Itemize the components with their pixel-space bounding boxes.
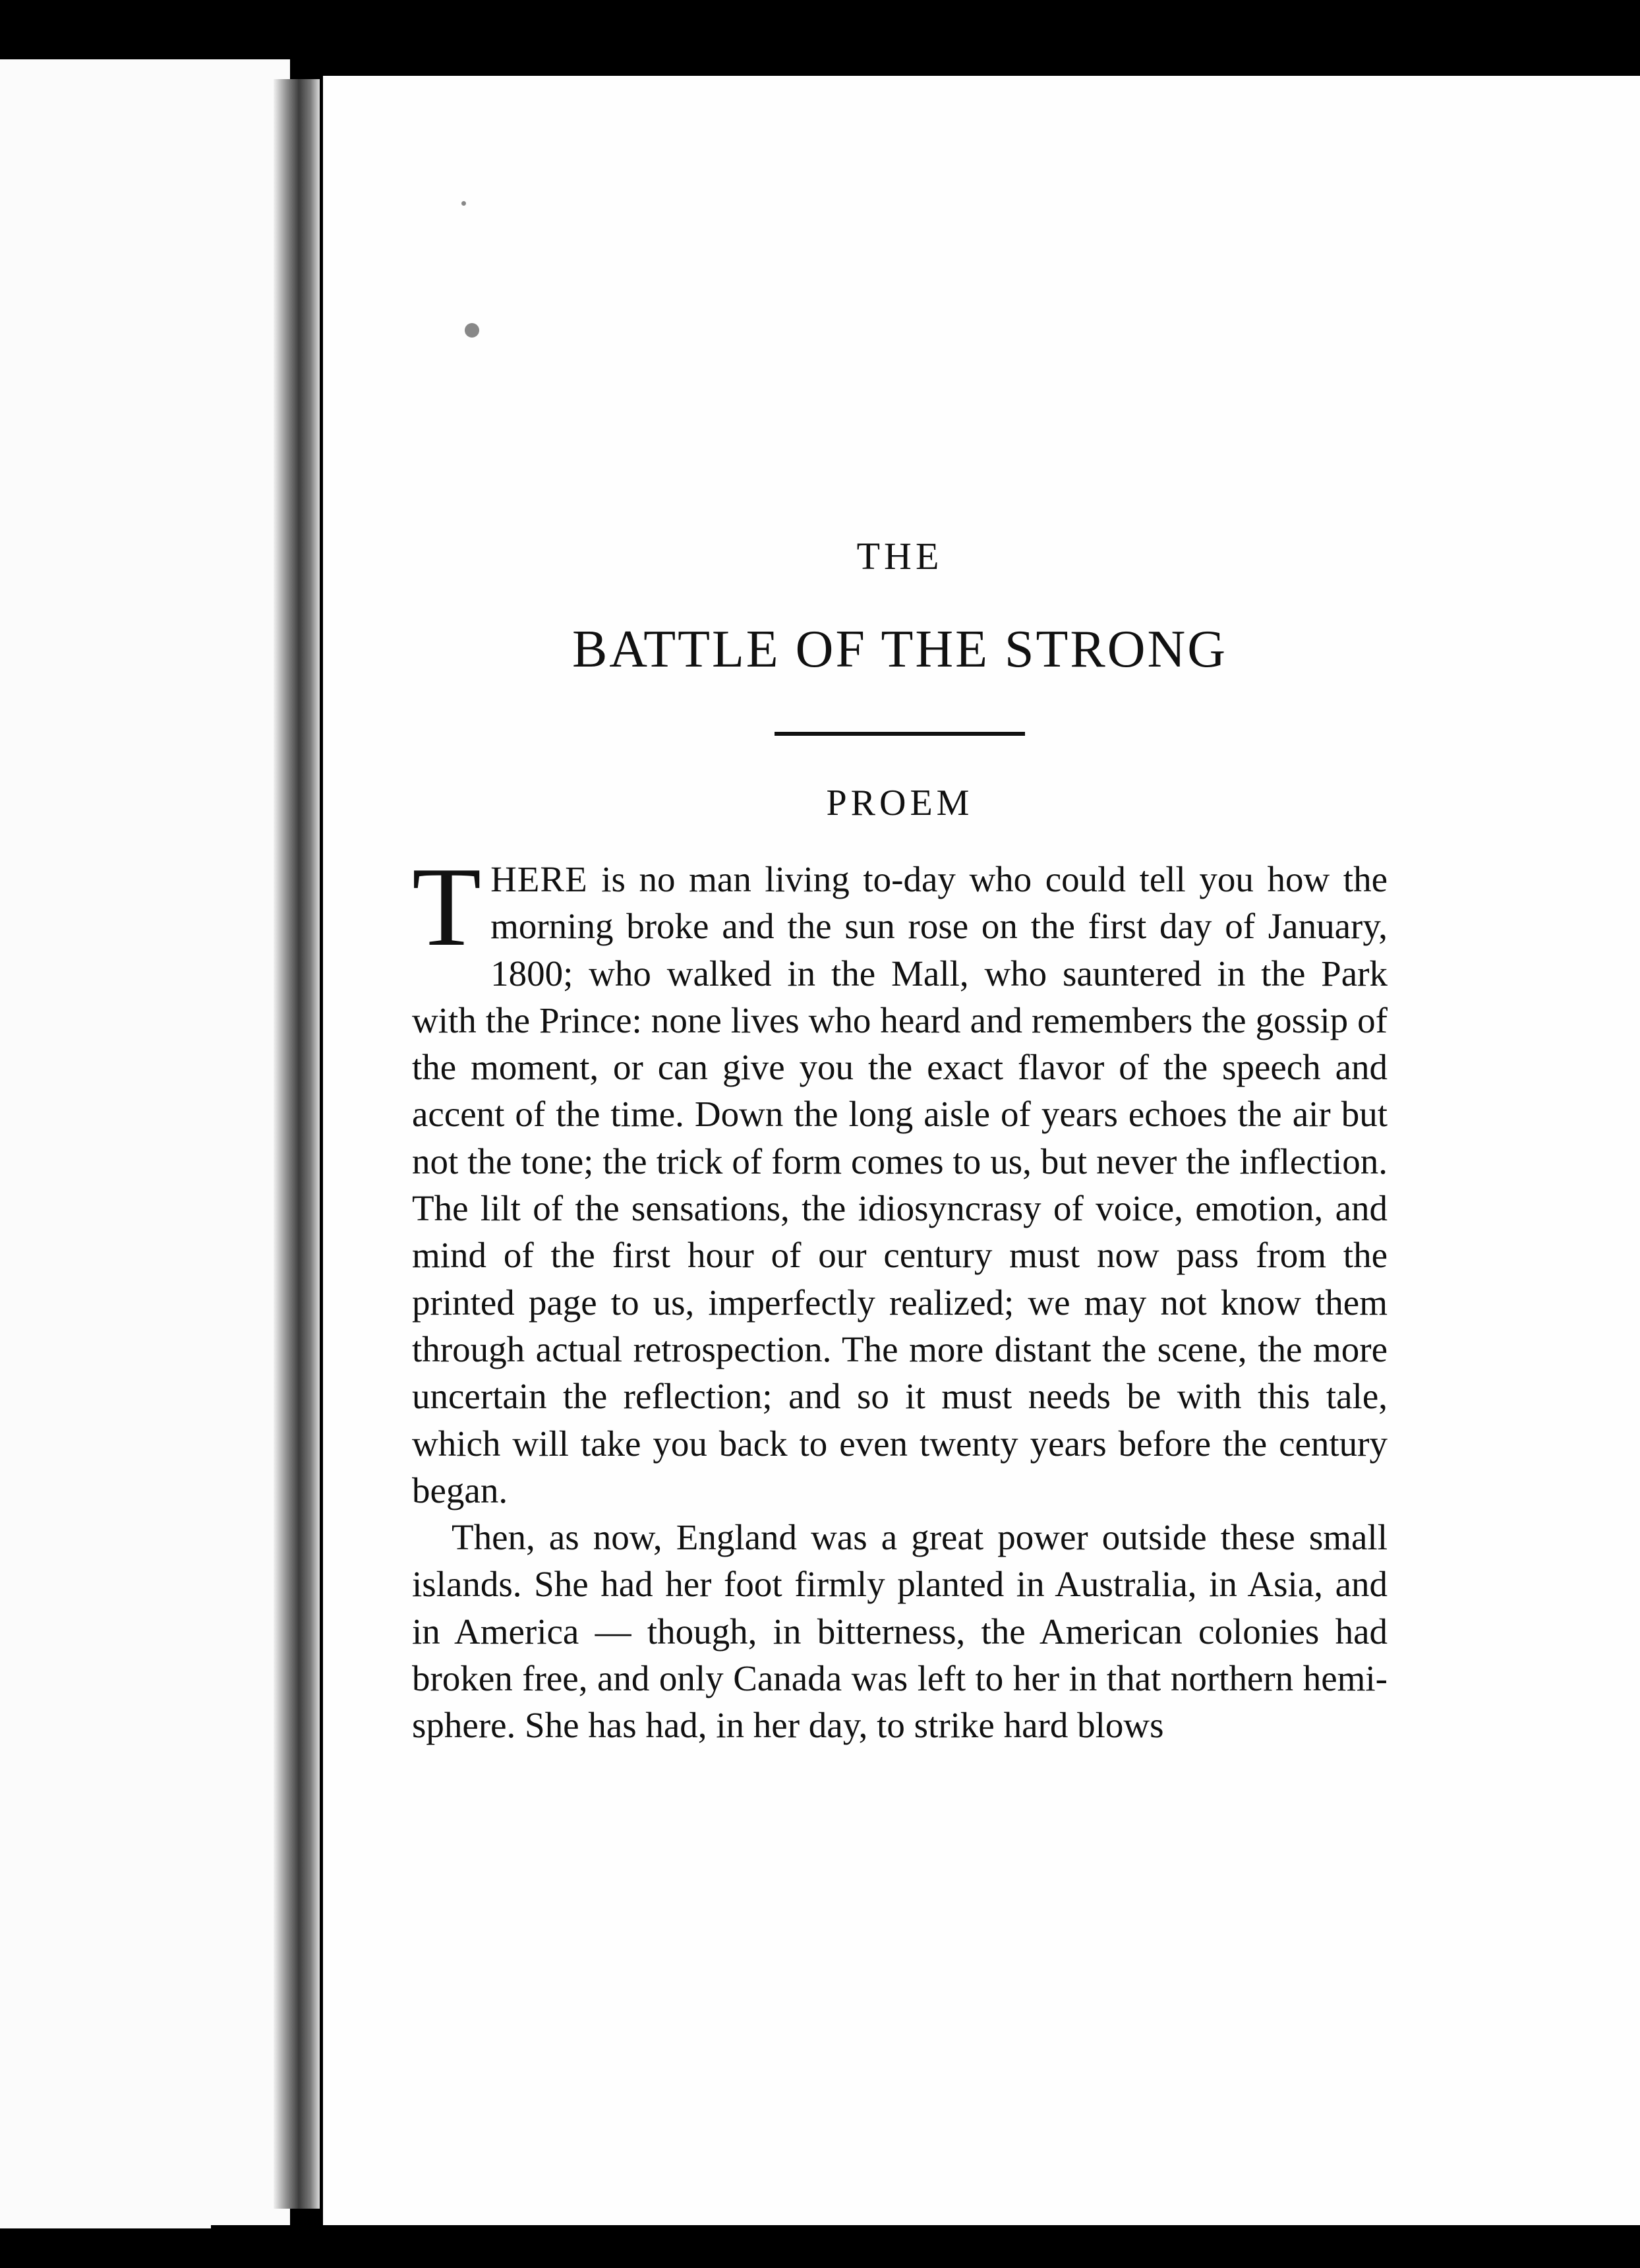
page-speck [461, 201, 466, 206]
paragraph-text: Then, as now, England was a great power outside these small islands. She had her foot firmly planted in Australia, in Asia, and in America — though, in bitterness, the American colonies had broken free, and only Canada was left to her in that northern hemi-sphere. She has had, in her day, to strike hard blows [412, 1517, 1388, 1746]
drop-cap: T [412, 845, 482, 970]
page-text [412, 514, 1388, 1749]
paragraph [412, 1514, 1388, 1748]
scan-bottom-edge [211, 2225, 1640, 2268]
title-rule [775, 732, 1025, 736]
lead-word: HERE [490, 859, 588, 899]
section-heading: PROEM [826, 783, 974, 823]
paragraph-text: is no man living to-day who could tell you how the morning broke and the sun rose on the first day of January, 1800; who walked in the Mall, who sauntered in the Park with the Prince: none lives who heard and remembers the gossip of the moment, or can give you the exact flavor of the speech and accent of the time. Down the long aisle of years echoes the air but not the tone; the trick of form comes to us, but never the inflection. The lilt of the sensations, the idiosyncrasy of voice, emotion, and mind of the first hour of our century must now pass from the printed page to us, imperfectly realized; we may not know them through actual retrospection. The more distant the scene, the more uncertain the reflection; and so it must needs be with this tale, which will take you back to even twenty years before the century began. [412, 859, 1388, 1510]
left-page-edge [0, 59, 290, 2228]
book-gutter [274, 79, 320, 2209]
body-text [412, 845, 1388, 1749]
page-speck [465, 323, 479, 338]
paragraph [412, 845, 1388, 1514]
title-article: THE [856, 535, 943, 578]
book-title: BATTLE OF THE STRONG [571, 620, 1228, 678]
